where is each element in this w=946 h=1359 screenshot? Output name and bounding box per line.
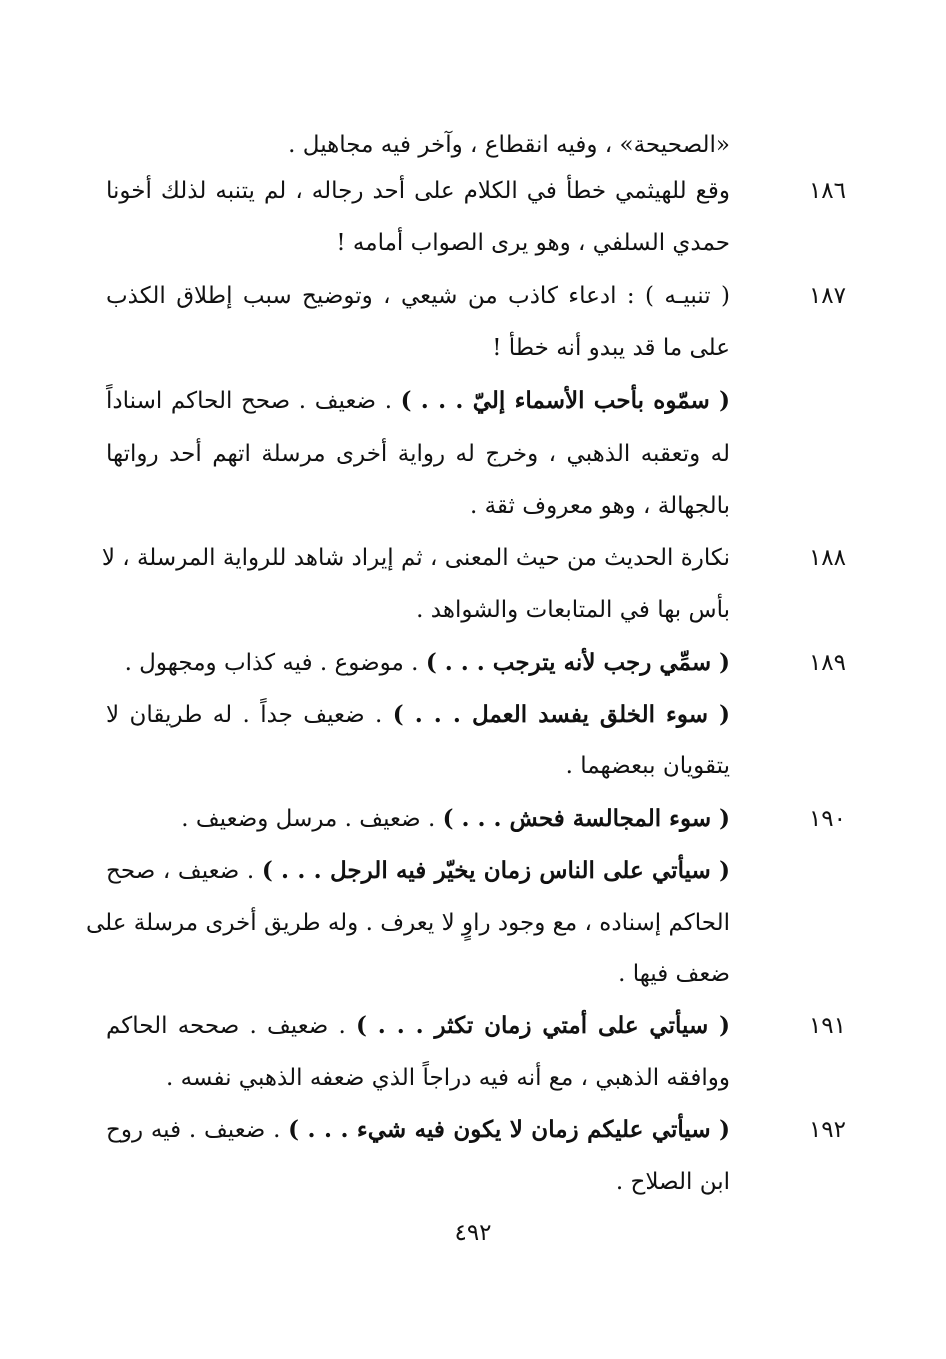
hadith-line: ( سمِّي رجب لأنه يترجب . . . ) . موضوع . فيه كذاب ومجهول . (124, 649, 730, 676)
text-line: على ما قد يبدو أنه خطأ ! (492, 335, 730, 361)
entry-number: ١٨٨ (808, 545, 846, 571)
text-line: ( تنبيـه ) : ادعاء كاذب من شيعي ، وتوضيح سبب إطلاق الكذب (106, 283, 730, 309)
hadith-line: ( سمّوه بأحب الأسماء إليّ . . . ) . ضعيف . صحح الحاكم اسناداً (106, 387, 730, 414)
hadith-line: ( سيأتي على الناس زمان يخيّر فيه الرجل . . . ) . ضعيف ، صحح (106, 857, 730, 884)
hadith-title: ( سوء الخلق يفسد العمل . . . ) (392, 701, 730, 728)
entry-number: ١٨٧ (808, 283, 846, 309)
text-line: وقع للهيثمي خطأ في الكلام على أحد رجاله ، لم يتنبه لذلك أخونا (106, 178, 730, 204)
entry-number: ١٨٦ (808, 178, 846, 204)
text-line: بأس بها في المتابعات والشواهد . (416, 597, 730, 623)
hadith-title: ( سمِّي رجب لأنه يترجب . . . ) (425, 649, 730, 676)
entry-number: ١٩١ (808, 1013, 846, 1039)
text-line: «الصحيحة» ، وفيه انقطاع ، وآخر فيه مجاهيل . (288, 132, 730, 158)
hadith-title: ( سوء المجالسة فحش . . . ) (442, 805, 730, 832)
text-line: بالجهالة ، وهو معروف ثقة . (469, 493, 730, 519)
hadith-title: ( سيأتي عليكم زمان لا يكون فيه شيء . . . ) (288, 1116, 730, 1143)
hadith-title: ( سيأتي على أمتي زمان تكثر . . . ) (356, 1012, 730, 1039)
page-number: ٤٩٢ (454, 1220, 492, 1246)
hadith-line: ( سيأتي على أمتي زمان تكثر . . . ) . ضعيف . صححه الحاكم (106, 1012, 730, 1039)
entry-number: ١٩٠ (808, 806, 846, 832)
text-line: له وتعقبه الذهبي ، وخرج له رواية أخرى مرسلة اتهم أحد رواتها (106, 441, 730, 467)
entry-number: ١٩٢ (808, 1117, 846, 1143)
text-line: ووافقه الذهبي ، مع أنه فيه دراجاً الذي ضعفه الذهبي نفسه . (165, 1065, 730, 1091)
text-line: الحاكم إسناده ، مع وجود راوٍ لا يعرف . وله طريق أخرى مرسلة على (85, 910, 730, 936)
text-line: حمدي السلفي ، وهو يرى الصواب أمامه ! (336, 230, 730, 256)
text-line: يتقويان ببعضهما . (565, 753, 730, 779)
hadith-title: ( سمّوه بأحب الأسماء إليّ . . . ) (400, 387, 730, 414)
hadith-line: ( سيأتي عليكم زمان لا يكون فيه شيء . . . ) . ضعيف . فيه روح (106, 1116, 730, 1143)
text-line: ضعف فيها . (618, 961, 730, 987)
entry-number: ١٨٩ (808, 650, 846, 676)
hadith-title: ( سيأتي على الناس زمان يخيّر فيه الرجل . . . ) (261, 857, 730, 884)
text-line: ابن الصلاح . (615, 1169, 730, 1195)
hadith-line: ( سوء المجالسة فحش . . . ) . ضعيف . مرسل وضعيف . (181, 805, 730, 832)
text-line: نكارة الحديث من حيث المعنى ، ثم إيراد شاهد للرواية المرسلة ، لا (101, 545, 730, 571)
hadith-line: ( سوء الخلق يفسد العمل . . . ) . ضعيف جداً . له طريقان لا (106, 701, 730, 728)
